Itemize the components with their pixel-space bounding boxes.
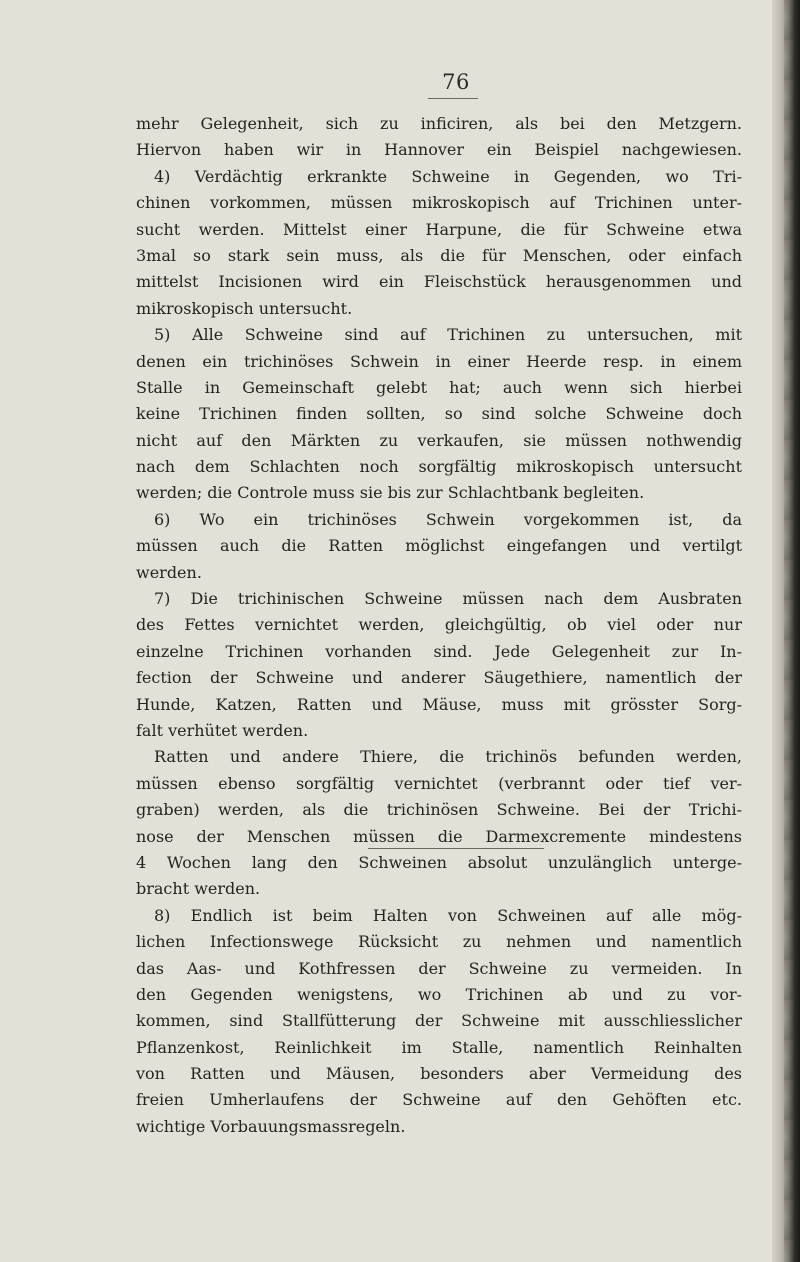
text-line: 8) Endlich ist beim Halten von Schweinen auf alle mög- [154,905,742,925]
text-line: keine Trichinen finden sollten, so sind solche Schweine doch [136,404,742,424]
text-line: 4) Verdächtig erkrankte Schweine in Gegenden, wo Tri- [154,166,742,186]
text-line: mittelst Incisionen wird ein Fleischstück herausgenommen und [136,272,742,292]
text-line: denen ein trichinöses Schwein in einer Heerde resp. in einem [136,351,742,371]
text-line: freien Umherlaufens der Schweine auf den Gehöften etc. [136,1090,742,1110]
text-line: falt verhütet werden. [136,720,309,740]
text-line: mehr Gelegenheit, sich zu inficiren, als bei den Metzgern. [136,114,742,133]
text-line: Stalle in Gemeinschaft gelebt hat; auch wenn sich hierbei [136,377,742,397]
text-line: den Gegenden wenigstens, wo Trichinen ab und zu vor- [136,984,742,1004]
text-line: sucht werden. Mittelst einer Harpune, die für Schweine etwa [136,219,742,239]
text-line: Ratten und andere Thiere, die trichinös befunden werden, [154,747,742,767]
text-line: müssen auch die Ratten möglichst eingefangen und vertilgt [136,536,742,556]
text-line: nose der Menschen müssen die Darmexcremente mindestens [136,826,742,846]
text-line: Pflanzenkost, Reinlichkeit im Stalle, namentlich Reinhalten [136,1037,742,1057]
text-line: von Ratten und Mäusen, besonders aber Vermeidung des [136,1064,742,1084]
page-number-underline [428,98,478,99]
text-line: kommen, sind Stallfütterung der Schweine mit ausschliesslicher [136,1011,742,1031]
text-line: 4 Wochen lang den Schweinen absolut unzulänglich unterge- [136,852,742,872]
text-line: 3mal so stark sein muss, als die für Menschen, oder einfach [136,245,742,265]
binding-edge-texture [784,0,794,1262]
page-number: 76 [442,70,470,94]
text-line: wichtige Vorbauungsmassregeln. [136,1116,406,1136]
text-line: nicht auf den Märkten zu verkaufen, sie müssen nothwendig [136,430,742,450]
body-text [136,111,742,1140]
text-line: nach dem Schlachten noch sorgfältig mikroskopisch untersucht [136,457,742,477]
text-line: bracht werden. [136,879,261,899]
text-line: werden; die Controle muss sie bis zur Schlachtbank begleiten. [136,483,645,503]
text-line: mikroskopisch untersucht. [136,298,353,318]
text-line: Hunde, Katzen, Ratten und Mäuse, muss mit grösster Sorg- [136,694,742,714]
text-line: des Fettes vernichtet werden, gleichgültig, ob viel oder nur [136,615,742,635]
text-line: müssen ebenso sorgfältig vernichtet (verbrannt oder tief ver- [136,773,742,793]
text-line: Hiervon haben wir in Hannover ein Beispiel nachgewiesen. [136,140,742,160]
text-line: fection der Schweine und anderer Säugethiere, namentlich der [136,668,742,688]
text-line: 5) Alle Schweine sind auf Trichinen zu untersuchen, mit [154,325,742,345]
text-line: chinen vorkommen, müssen mikroskopisch auf Trichinen unter- [136,193,742,213]
text-line: graben) werden, als die trichinösen Schweine. Bei der Trichi- [136,800,742,820]
text-line: einzelne Trichinen vorhanden sind. Jede Gelegenheit zur In- [136,641,742,661]
text-line: werden. [136,562,202,582]
text-line: 6) Wo ein trichinöses Schwein vorgekommen ist, da [154,509,742,529]
text-line: das Aas- und Kothfressen der Schweine zu vermeiden. In [136,958,742,978]
closing-rule [368,848,544,849]
text-line: 7) Die trichinischen Schweine müssen nach dem Ausbraten [154,589,742,609]
text-line: lichen Infectionswege Rücksicht zu nehmen und namentlich [136,932,742,952]
